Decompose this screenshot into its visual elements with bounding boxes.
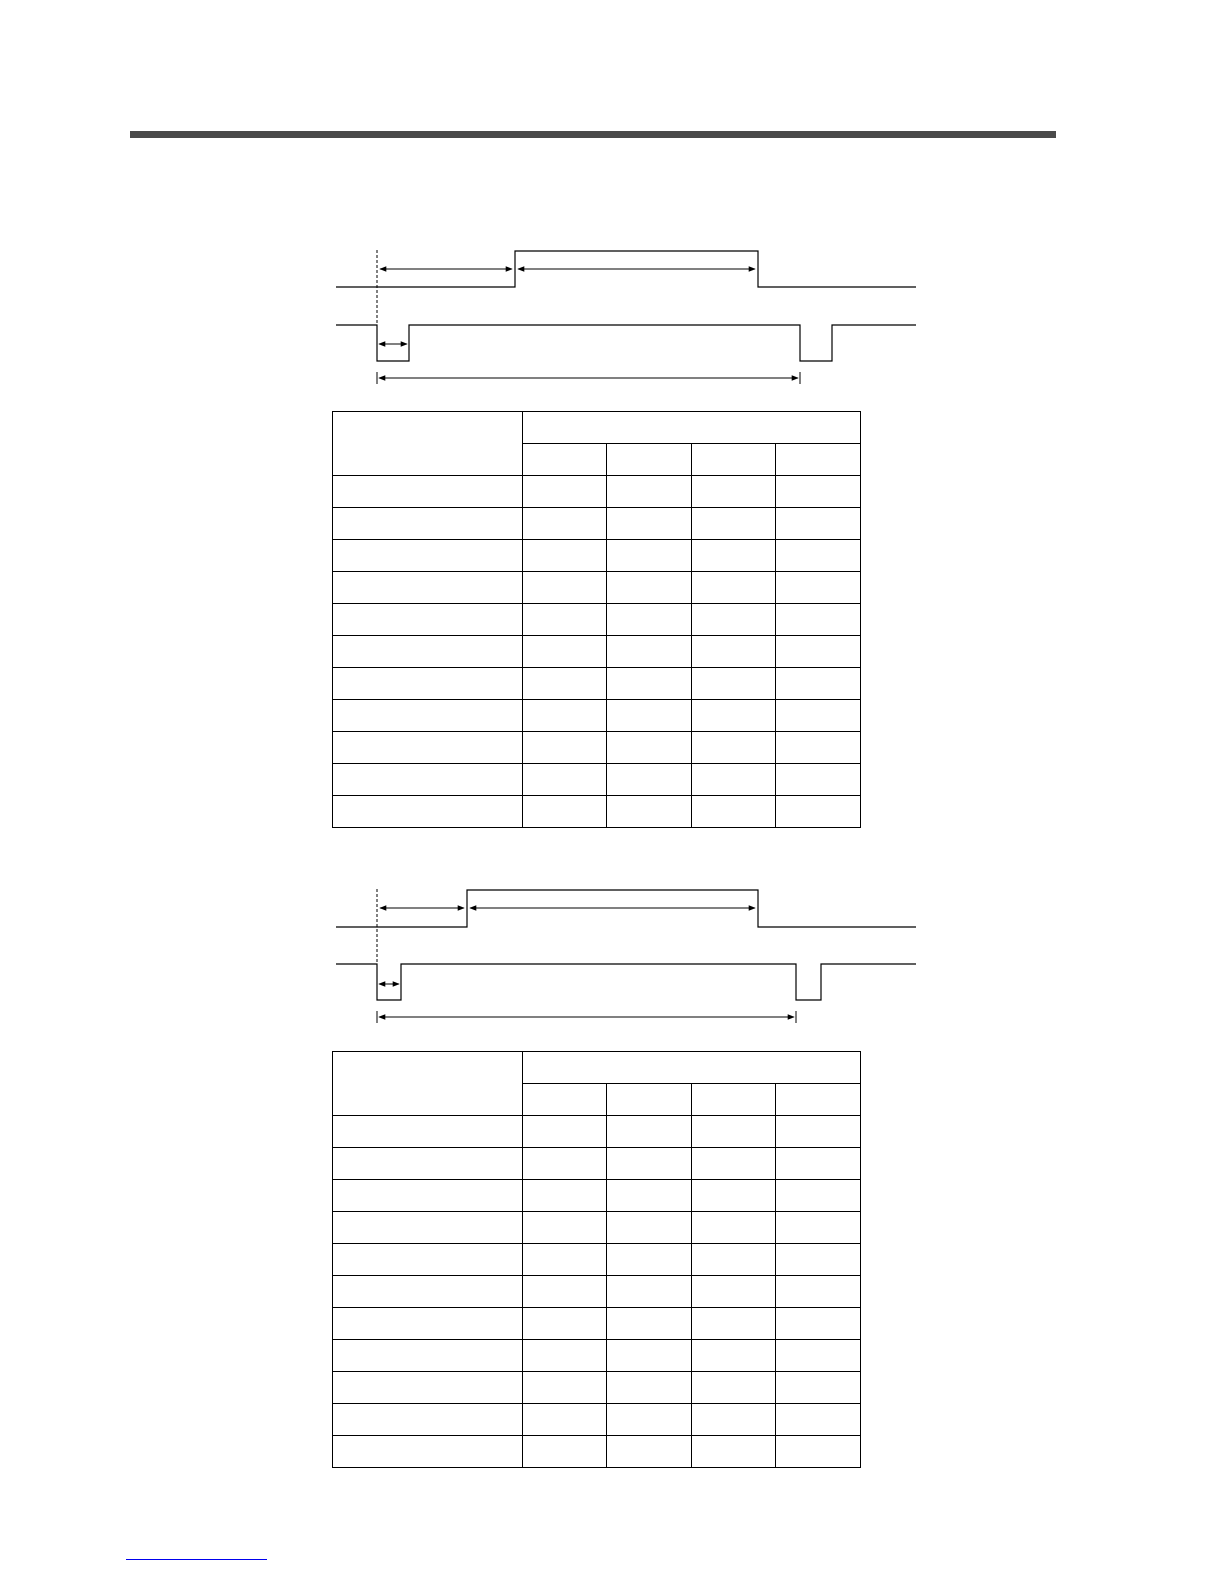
sub-column-header (523, 444, 607, 476)
sub-column-header (776, 1084, 861, 1116)
row-label-cell (333, 732, 523, 764)
value-cell (607, 732, 692, 764)
value-cell (692, 1340, 776, 1372)
value-cell (776, 636, 861, 668)
value-cell (776, 1148, 861, 1180)
value-cell (692, 1244, 776, 1276)
table-row (333, 1404, 861, 1436)
sync-signal-trace (336, 325, 916, 361)
value-cell (776, 1180, 861, 1212)
value-cell (523, 1148, 607, 1180)
table-row (333, 732, 861, 764)
timing-diagram-2 (0, 880, 1224, 1040)
value-cell (692, 572, 776, 604)
header-rule (130, 131, 1056, 138)
value-cell (523, 604, 607, 636)
row-label-cell (333, 700, 523, 732)
row-label-cell (333, 1116, 523, 1148)
value-cell (692, 1180, 776, 1212)
value-cell (692, 1404, 776, 1436)
sub-column-header (607, 1084, 692, 1116)
value-cell (692, 796, 776, 828)
row-label-cell (333, 796, 523, 828)
value-cell (776, 1116, 861, 1148)
footer-link-underline[interactable] (126, 1559, 267, 1560)
table-header-row (333, 412, 861, 444)
value-cell (607, 1148, 692, 1180)
value-cell (607, 1180, 692, 1212)
row-label-cell (333, 1404, 523, 1436)
timing-diagram-1 (0, 240, 1224, 400)
value-cell (523, 476, 607, 508)
table-row (333, 1148, 861, 1180)
value-cell (523, 508, 607, 540)
value-cell (523, 1404, 607, 1436)
value-cell (692, 764, 776, 796)
value-cell (607, 1244, 692, 1276)
row-label-cell (333, 1180, 523, 1212)
row-label-cell (333, 1148, 523, 1180)
value-cell (776, 1404, 861, 1436)
row-label-cell (333, 1276, 523, 1308)
table-row (333, 1436, 861, 1468)
row-label-cell (333, 1212, 523, 1244)
row-label-cell (333, 572, 523, 604)
value-cell (692, 700, 776, 732)
value-cell (607, 636, 692, 668)
value-cell (776, 508, 861, 540)
value-cell (523, 796, 607, 828)
table-row (333, 1212, 861, 1244)
table-row (333, 1116, 861, 1148)
value-cell (607, 1212, 692, 1244)
value-cell (776, 668, 861, 700)
table-row (333, 700, 861, 732)
value-cell (776, 796, 861, 828)
value-cell (692, 668, 776, 700)
value-cell (776, 1308, 861, 1340)
table-row (333, 476, 861, 508)
table-row (333, 764, 861, 796)
value-cell (523, 540, 607, 572)
timing-table-1 (332, 411, 861, 828)
sub-column-header (692, 1084, 776, 1116)
value-cell (607, 1308, 692, 1340)
value-cell (523, 636, 607, 668)
table-header-row (333, 1052, 861, 1084)
value-cell (692, 1372, 776, 1404)
value-cell (692, 636, 776, 668)
value-cell (607, 572, 692, 604)
value-cell (607, 476, 692, 508)
value-cell (692, 732, 776, 764)
value-cell (776, 476, 861, 508)
value-cell (776, 732, 861, 764)
value-cell (607, 1116, 692, 1148)
row-label-cell (333, 1244, 523, 1276)
sync-signal-trace (336, 964, 916, 1000)
value-cell (607, 668, 692, 700)
value-cell (607, 1372, 692, 1404)
row-label-cell (333, 1372, 523, 1404)
row-label-header (333, 412, 523, 476)
group-header (523, 412, 861, 444)
value-cell (776, 540, 861, 572)
table-row (333, 508, 861, 540)
value-cell (523, 1244, 607, 1276)
sub-column-header (776, 444, 861, 476)
value-cell (523, 1276, 607, 1308)
value-cell (607, 1436, 692, 1468)
value-cell (776, 1372, 861, 1404)
row-label-cell (333, 764, 523, 796)
table-row (333, 796, 861, 828)
value-cell (692, 1308, 776, 1340)
row-label-cell (333, 540, 523, 572)
value-cell (523, 764, 607, 796)
row-label-header (333, 1052, 523, 1116)
row-label-cell (333, 636, 523, 668)
sub-column-header (692, 444, 776, 476)
value-cell (523, 700, 607, 732)
value-cell (776, 1276, 861, 1308)
value-cell (607, 1276, 692, 1308)
table-row (333, 604, 861, 636)
value-cell (607, 700, 692, 732)
row-label-cell (333, 1340, 523, 1372)
row-label-cell (333, 604, 523, 636)
value-cell (692, 1436, 776, 1468)
value-cell (776, 1436, 861, 1468)
row-label-cell (333, 668, 523, 700)
value-cell (692, 476, 776, 508)
value-cell (776, 604, 861, 636)
value-cell (607, 1340, 692, 1372)
value-cell (523, 1436, 607, 1468)
sub-column-header (607, 444, 692, 476)
row-label-cell (333, 1436, 523, 1468)
value-cell (523, 1308, 607, 1340)
value-cell (523, 668, 607, 700)
value-cell (607, 604, 692, 636)
value-cell (523, 1372, 607, 1404)
value-cell (692, 540, 776, 572)
value-cell (523, 1180, 607, 1212)
value-cell (776, 700, 861, 732)
table-row (333, 1340, 861, 1372)
value-cell (692, 1276, 776, 1308)
value-cell (523, 1116, 607, 1148)
value-cell (692, 508, 776, 540)
row-label-cell (333, 476, 523, 508)
group-header (523, 1052, 861, 1084)
value-cell (776, 1212, 861, 1244)
value-cell (523, 732, 607, 764)
row-label-cell (333, 508, 523, 540)
value-cell (776, 572, 861, 604)
value-cell (776, 1340, 861, 1372)
row-label-cell (333, 1308, 523, 1340)
value-cell (523, 572, 607, 604)
value-cell (692, 1212, 776, 1244)
value-cell (776, 1244, 861, 1276)
table-row (333, 1308, 861, 1340)
table-row (333, 668, 861, 700)
table-row (333, 1276, 861, 1308)
table-row (333, 636, 861, 668)
table-row (333, 572, 861, 604)
value-cell (607, 796, 692, 828)
value-cell (523, 1212, 607, 1244)
value-cell (523, 1340, 607, 1372)
value-cell (692, 604, 776, 636)
table-row (333, 540, 861, 572)
sub-column-header (523, 1084, 607, 1116)
value-cell (607, 508, 692, 540)
value-cell (692, 1148, 776, 1180)
value-cell (776, 764, 861, 796)
table-row (333, 1372, 861, 1404)
value-cell (607, 540, 692, 572)
table-row (333, 1180, 861, 1212)
value-cell (607, 1404, 692, 1436)
table-row (333, 1244, 861, 1276)
value-cell (692, 1116, 776, 1148)
value-cell (607, 764, 692, 796)
timing-table-2 (332, 1051, 861, 1468)
